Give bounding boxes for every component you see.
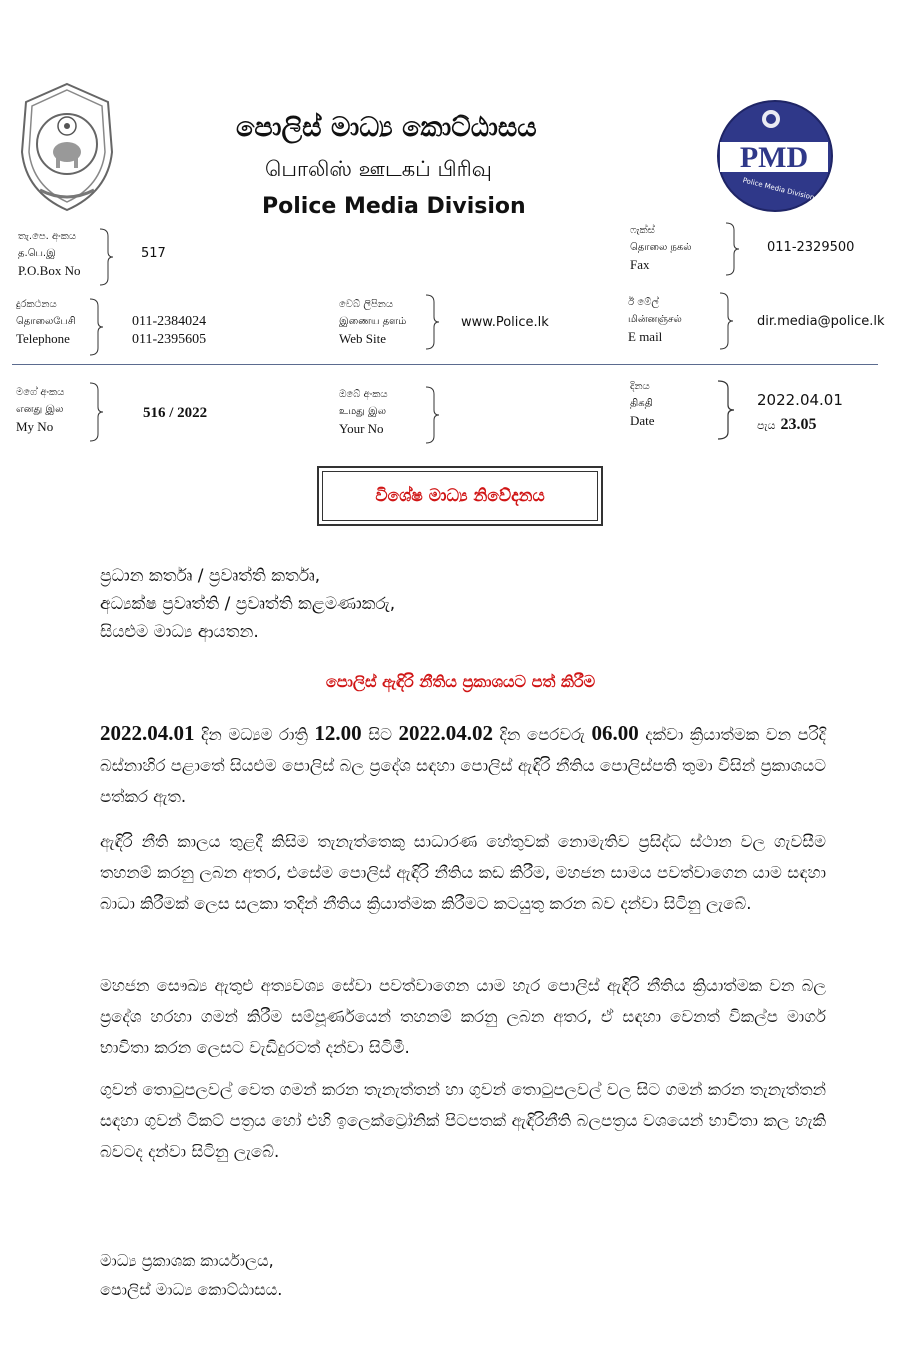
email-label: ඊ මේල් மின்னஞ்சல் E mail xyxy=(628,297,682,344)
signature-line: මාධ්‍ය ප්‍රකාශක කාර්යාලය, xyxy=(100,1251,274,1270)
signature-block xyxy=(100,1246,282,1304)
header-title-sinhala: පොලිස් මාධ්‍ය කොට්ඨාසය xyxy=(236,112,537,143)
your-number-label: ඔබේ අංකය உமது இல Your No xyxy=(339,389,388,436)
brace-icon xyxy=(88,382,104,442)
website-label: වෙබ් ලිපිනය இணைய தளம் Web Site xyxy=(339,299,407,346)
my-number-value: 516 / 2022 xyxy=(143,405,208,421)
police-crest-icon xyxy=(16,82,118,212)
time-value: 23.05 xyxy=(780,416,817,433)
brace-icon xyxy=(88,298,104,356)
notice-subject: පොලිස් ඇඳිරි නීතිය ප්‍රකාශයට පත් කිරීම xyxy=(325,672,596,691)
notice-title: විශේෂ මාධ්‍ය නිවේදනය xyxy=(322,471,598,521)
brace-icon xyxy=(424,294,440,350)
telephone-value-1: 011-2384024 xyxy=(132,314,207,329)
date-label: දිනය திகதி Date xyxy=(630,381,655,428)
header-title-english: Police Media Division xyxy=(262,194,526,219)
addressee-line: අධ්‍යක්ෂ ප්‍රවෘත්ති / ප්‍රවෘත්ති කළමණාකරු, xyxy=(100,594,396,614)
paragraph-4: ගුවන් තොටුපලවල් වෙත ගමන් කරන තැනැත්තන් හා ගුවන් තොටුපලවල් වල සිට ගමන් කරන තැනැත්තන් සඳහා ගුවන් ටිකට් පත්‍රය හෝ එහි ඉලෙක්ට්‍රෝනික් පිටපතක් ඇඳිරිනීති බලපත්‍රය වශයෙන් භාවිතා කල හැකි බවටද දන්වා සිටිනු ලැබේ. xyxy=(100,1080,826,1161)
brace-icon xyxy=(424,386,440,444)
paragraph-1: 2022.04.01 දින මධ්‍යම රාත්‍රි 12.00 සිට 2022.04.02 දින පෙරවරු 06.00 දක්වා ක්‍රියාත්මක වන පරිදි බස්නාහිර පළාතේ සියළුම පොලිස් බල ප්‍රදේශ සඳහා පොලිස් ඇඳිරි නීතිය පොලිස්පති තුමා විසින් ප්‍රකාශයට පත්කර ඇත. xyxy=(100,721,827,806)
header-title-tamil: பொலிஸ் ஊடகப் பிரிவு xyxy=(265,157,492,181)
fax-label: ෆැක්ස් தொலை நகல் Fax xyxy=(630,225,692,272)
brace-icon xyxy=(724,222,740,276)
email-value: dir.media@police.lk xyxy=(757,314,885,329)
website-value: www.Police.lk xyxy=(461,315,549,330)
date-value: 2022.04.01 xyxy=(757,391,843,409)
addressee-block xyxy=(100,562,395,646)
notice-title-box xyxy=(317,466,603,526)
pmd-logo-icon xyxy=(716,99,834,214)
telephone-value-2: 011-2395605 xyxy=(132,332,207,347)
header-divider xyxy=(12,364,878,365)
addressee-line: සියළුම මාධ්‍ය ආයතන. xyxy=(100,622,259,642)
pmd-logo-text: PMD xyxy=(739,141,809,174)
time-row xyxy=(757,414,817,434)
brace-icon xyxy=(98,228,114,286)
brace-icon xyxy=(716,380,736,440)
fax-value: 011-2329500 xyxy=(767,240,855,255)
brace-icon xyxy=(718,292,734,350)
telephone-label: දුරකථනය தொலைபேசி Telephone xyxy=(16,299,76,346)
my-number-label: මගේ අංකය எனது இல My No xyxy=(16,387,65,434)
paragraph-2: ඇඳිරි නීති කාලය තුළදී කිසිම තැනැත්තෙකු සාධාරණ හේතුවක් නොමැතිව ප්‍රසිද්ධ ස්ථාන වල ගැවසීම තහනම් කරනු ලබන අතර, එසේම පොලිස් ඇඳිරි නීතිය කඩ කිරීම, මහජන සාමය පවත්වාගෙන යාම සඳහා බාධා කිරීමක් ලෙස සලකා තදින් නීතිය ක්‍රියාත්මක කිරීමට කටයුතු කරන බව දන්වා සිටිනු ලැබේ. xyxy=(100,832,826,913)
pmd-logo-subtext: Police Media Division xyxy=(741,176,816,202)
addressee-line: ප්‍රධාන කර්තෘ / ප්‍රවෘත්ති කර්තෘ, xyxy=(100,566,321,586)
paragraph-3: මහජන සෞඛ්‍ය ඇතුළු අත්‍යවශ්‍ය සේවා පවත්වාගෙන යාම හැර පොලිස් ඇඳිරි නීතිය ක්‍රියාත්මක වන බල ප්‍රදේශ හරහා ගමන් කිරීම සම්පූර්ණයෙන් තහනම් කරනු ලබන අතර, ඒ සඳහා වෙනත් විකල්ප මාර්ග භාවිතා කරන ලෙසට වැඩිදුරටත් දන්වා සිටිමී. xyxy=(100,976,826,1057)
time-label: පැය xyxy=(757,419,776,432)
pobox-label: තැ.පෙ. අංකය த.பெ.இ P.O.Box No xyxy=(18,231,81,278)
pobox-value: 517 xyxy=(141,246,166,261)
signature-line: පොලිස් මාධ්‍ය කොට්ඨාසය. xyxy=(100,1280,283,1299)
